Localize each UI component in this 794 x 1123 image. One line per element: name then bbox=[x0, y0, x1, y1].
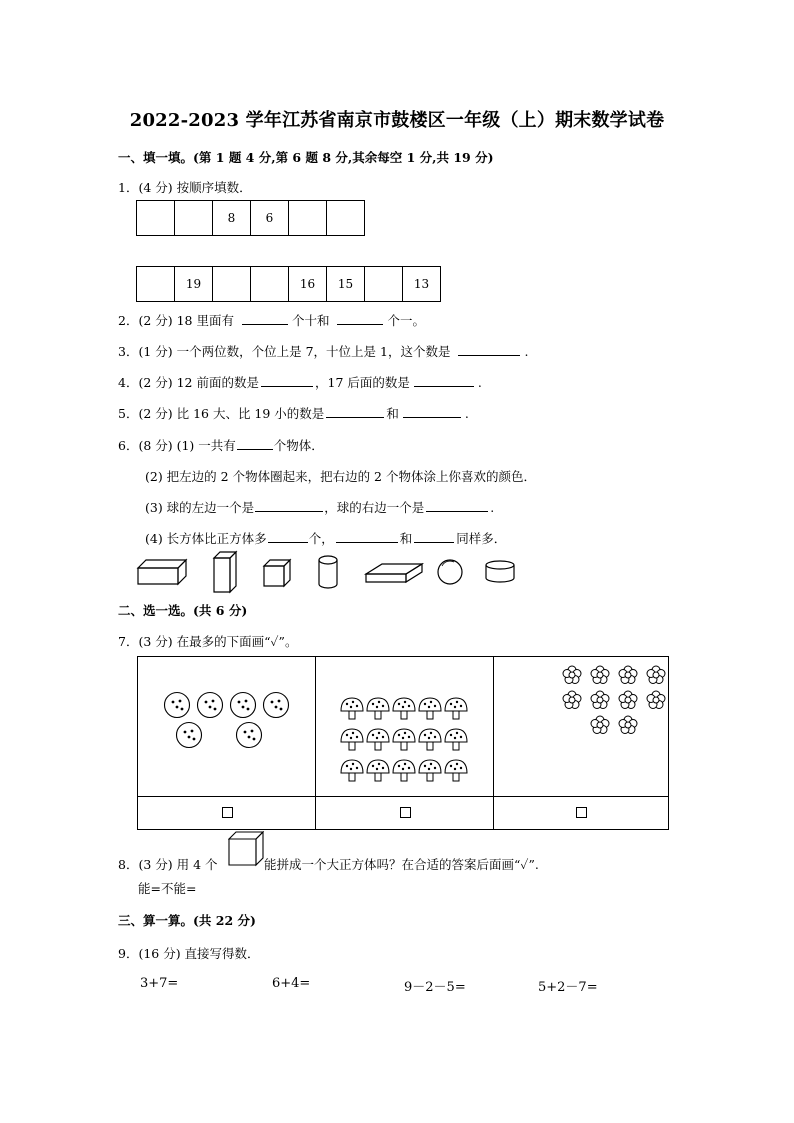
sequence-cell[interactable] bbox=[137, 267, 175, 302]
q8-text-b: 能拼成一个大正方体吗？在合适的答案后面画“✓”. bbox=[264, 857, 539, 872]
q6-l3-text-b: ，球的右边一个是 bbox=[324, 500, 425, 515]
q3 bbox=[118, 342, 528, 360]
q4-blank-2[interactable] bbox=[414, 374, 474, 387]
q5-text-c: . bbox=[464, 406, 469, 421]
q6-blank-right-of-ball[interactable] bbox=[426, 499, 488, 512]
cuboid-tall-icon bbox=[214, 552, 236, 592]
cube-icon bbox=[264, 560, 290, 586]
q6-line-3 bbox=[145, 498, 494, 516]
cuboid-slab-icon bbox=[366, 564, 422, 582]
q5-text-a: 5．(2 分) 比 16 大、比 19 小的数是 bbox=[118, 406, 325, 421]
q6-line-4 bbox=[145, 529, 506, 547]
q2 bbox=[118, 311, 425, 329]
q2-text-b: 个十和 bbox=[291, 313, 330, 328]
ball-icon bbox=[438, 560, 462, 584]
q6-text-a: 6．(8 分) (1) 一共有 bbox=[118, 438, 236, 453]
q7-pictures bbox=[138, 657, 668, 795]
sequence-cell[interactable] bbox=[213, 267, 251, 302]
sequence-cell: 19 bbox=[175, 267, 213, 302]
q4 bbox=[118, 373, 482, 391]
q6-solids-figure bbox=[130, 548, 530, 594]
q6-l3-text-a: (3) 球的左边一个是 bbox=[145, 500, 255, 515]
sequence-cell[interactable] bbox=[137, 201, 175, 236]
q6-blank-same-1[interactable] bbox=[336, 530, 398, 543]
q2-blank-tens[interactable] bbox=[242, 312, 288, 325]
sequence-cell: 15 bbox=[327, 267, 365, 302]
cylinder-short-icon bbox=[486, 561, 514, 582]
q9-problem-3[interactable]: 9－2－5= bbox=[404, 980, 466, 995]
sequence-cell: 6 bbox=[251, 201, 289, 236]
q1-sequence-row-1 bbox=[136, 200, 365, 236]
q3-blank[interactable] bbox=[458, 343, 520, 356]
q6-l4-text-a: (4) 长方体比正方体多 bbox=[145, 531, 267, 546]
q6-text-b: 个物体． bbox=[273, 438, 324, 453]
q4-text-b: ，17 后面的数是 bbox=[315, 375, 410, 390]
section-2-heading: 二、选一选。(共 6 分) bbox=[118, 603, 248, 618]
small-cube-icon bbox=[228, 831, 264, 867]
q7-row-divider bbox=[138, 796, 668, 797]
q5-blank-2[interactable] bbox=[403, 405, 461, 418]
q7-checkbox-mushrooms[interactable] bbox=[400, 807, 411, 818]
q5 bbox=[118, 404, 469, 422]
q8-options[interactable]: 能=不能= bbox=[138, 881, 197, 896]
sequence-cell: 8 bbox=[213, 201, 251, 236]
sequence-cell[interactable] bbox=[327, 201, 365, 236]
q7-text: 7．(3 分) 在最多的下面画“✓”。 bbox=[118, 634, 298, 649]
q4-text-c: . bbox=[477, 375, 482, 390]
sequence-cell: 13 bbox=[403, 267, 441, 302]
q2-text-c: 个一。 bbox=[387, 313, 425, 328]
q5-text-b: 和 bbox=[386, 406, 399, 421]
sequence-cell[interactable] bbox=[175, 201, 213, 236]
sequence-cell: 16 bbox=[289, 267, 327, 302]
cylinder-tall-icon bbox=[319, 556, 337, 588]
q9-problem-2[interactable]: 6+4= bbox=[272, 976, 311, 991]
q6-blank-same-2[interactable] bbox=[414, 530, 454, 543]
q6-l4-text-d: 同样多． bbox=[456, 531, 507, 546]
q1-sequence-row-2 bbox=[136, 266, 441, 302]
sequence-cell[interactable] bbox=[289, 201, 327, 236]
q9-problem-1[interactable]: 3+7= bbox=[140, 976, 179, 991]
q6-l4-text-b: 个， bbox=[308, 531, 334, 546]
q7-checkbox-cookies[interactable] bbox=[222, 807, 233, 818]
q6-blank-count[interactable] bbox=[237, 437, 273, 450]
section-1-heading: 一、填一填。(第 1 题 4 分,第 6 题 8 分,其余每空 1 分,共 19 分) bbox=[118, 150, 494, 165]
q7-checkbox-flowers[interactable] bbox=[576, 807, 587, 818]
q2-blank-ones[interactable] bbox=[337, 312, 383, 325]
cuboid-flat-icon bbox=[138, 560, 186, 584]
q6-l3-text-c: . bbox=[490, 500, 495, 515]
page-title: 2022-2023 学年江苏省南京市鼓楼区一年级（上）期末数学试卷 bbox=[129, 110, 665, 131]
q9-problem-4[interactable]: 5+2－7= bbox=[538, 980, 598, 995]
q6-blank-left-of-ball[interactable] bbox=[255, 499, 323, 512]
q4-text-a: 4．(2 分) 12 前面的数是 bbox=[118, 375, 259, 390]
q8-text-a: 8．(3 分) 用 4 个 bbox=[118, 857, 218, 872]
sequence-cell[interactable] bbox=[251, 267, 289, 302]
q7-table bbox=[137, 656, 669, 830]
section-3-heading: 三、算一算。(共 22 分) bbox=[118, 913, 256, 928]
q6-line-1 bbox=[118, 436, 324, 454]
q4-blank-1[interactable] bbox=[261, 374, 313, 387]
q3-text-a: 3．(1 分) 一个两位数，个位上是 7，十位上是 1，这个数是 bbox=[118, 344, 451, 359]
q6-blank-more[interactable] bbox=[268, 530, 308, 543]
q2-text-a: 2．(2 分) 18 里面有 bbox=[118, 313, 234, 328]
q5-blank-1[interactable] bbox=[326, 405, 384, 418]
q6-line-2: (2) 把左边的 2 个物体圈起来，把右边的 2 个物体涂上你喜欢的颜色． bbox=[145, 469, 536, 484]
sequence-cell[interactable] bbox=[365, 267, 403, 302]
q6-l4-text-c: 和 bbox=[399, 531, 413, 546]
q3-text-b: . bbox=[524, 344, 529, 359]
q9-text: 9．(16 分) 直接写得数． bbox=[118, 946, 260, 961]
q1-text: 1．(4 分) 按顺序填数． bbox=[118, 180, 252, 195]
